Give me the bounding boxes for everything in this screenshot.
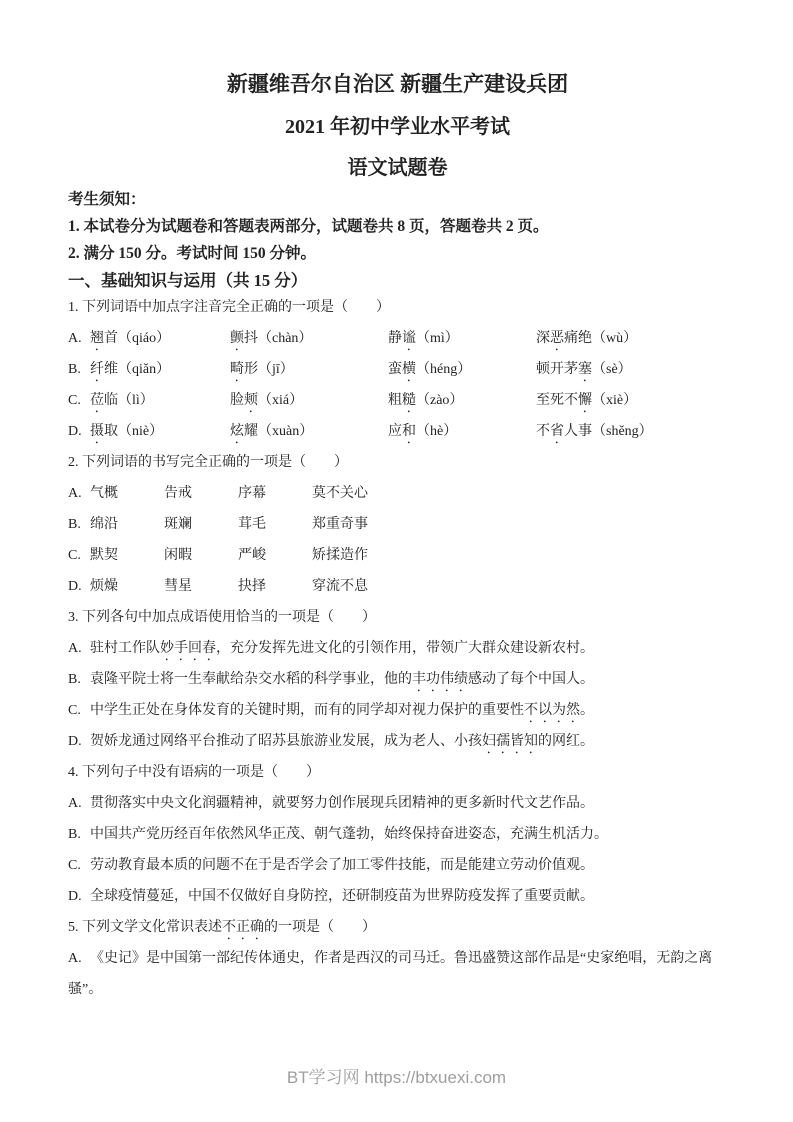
option-letter: A. (68, 486, 82, 501)
option-word: 深恶痛绝（wù） (536, 331, 638, 346)
option-text: 中国共产党历经百年依然风华正茂、朝气蓬勃，始终保持奋进姿态，充满生机活力。 (90, 827, 608, 842)
option-word: 应和（hè） (388, 424, 458, 439)
question-5-stem: 5. 下列文学文化常识表述不正确的一项是（ ） (68, 920, 376, 935)
option-word: 莫不关心 (312, 486, 368, 501)
option-word: 气概 (90, 486, 118, 501)
option-word: 脸颊（xiá） (230, 393, 304, 408)
option-letter: D. (68, 579, 82, 594)
option-text: 《史记》是中国第一部纪传体通史，作者是西汉的司马迁。鲁迅盛赞这部作品是“史家绝唱，无韵之离骚”。 (68, 951, 713, 997)
option-text: 全球疫情蔓延，中国不仅做好自身防控，还研制疫苗为世界防疫发挥了重要贡献。 (90, 889, 594, 904)
option-word: 至死不懈（xiè） (536, 393, 638, 408)
option-letter: D. (68, 889, 82, 904)
option-word: 蛮横（héng） (388, 362, 472, 377)
option-word: 彗星 (164, 579, 192, 594)
option-letter: B. (68, 517, 81, 532)
section-heading: 一、基础知识与运用（共 15 分） (68, 271, 308, 290)
option-word: 茸毛 (238, 517, 266, 532)
option-letter: D. (68, 734, 82, 749)
question-1-option-a (68, 323, 727, 354)
question-3 (68, 602, 727, 757)
question-3-stem: 3. 下列各句中加点成语使用恰当的一项是（ ） (68, 610, 376, 625)
question-1 (68, 292, 727, 447)
option-letter: B. (68, 672, 81, 687)
option-word: 畸形（jī） (230, 362, 294, 377)
option-word: 序幕 (238, 486, 266, 501)
notice-item-1: 1. 本试卷分为试题卷和答题表两部分，试题卷共 8 页，答题卷共 2 页。 (68, 218, 549, 235)
option-letter: A. (68, 641, 82, 656)
title-exam-year: 2021 年初中学业水平考试 (285, 116, 510, 138)
option-letter: B. (68, 362, 81, 377)
option-text: 劳动教育最本质的问题不在于是否学会了加工零件技能，而是能建立劳动价值观。 (90, 858, 594, 873)
option-letter: C. (68, 548, 81, 563)
option-text: 贯彻落实中央文化润疆精神，就要努力创作展现兵团精神的更多新时代文艺作品。 (90, 796, 594, 811)
question-3-option-b (68, 664, 727, 695)
question-1-stem: 1. 下列词语中加点字注音完全正确的一项是（ ） (68, 300, 390, 315)
option-word: 顿开茅塞（sè） (536, 362, 632, 377)
question-3-option-a (68, 633, 727, 664)
question-2 (68, 447, 727, 602)
option-word: 纤维（qiǎn） (90, 362, 171, 377)
option-letter: C. (68, 858, 81, 873)
question-3-option-c (68, 695, 727, 726)
question-2-stem: 2. 下列词语的书写完全正确的一项是（ ） (68, 455, 348, 470)
question-1-option-d (68, 416, 727, 447)
option-word: 烦燥 (90, 579, 118, 594)
question-4-option-a (68, 788, 727, 819)
notice-heading: 考生须知： (68, 191, 146, 208)
notice-item-2: 2. 满分 150 分。考试时间 150 分钟。 (68, 245, 317, 262)
option-letter: A. (68, 796, 82, 811)
question-4-option-b (68, 819, 727, 850)
option-letter: A. (68, 331, 82, 346)
option-word: 摄取（niè） (90, 424, 164, 439)
question-1-option-c (68, 385, 727, 416)
question-3-option-d (68, 726, 727, 757)
option-letter: A. (68, 951, 82, 966)
option-word: 翘首（qiáo） (90, 331, 171, 346)
option-word: 抉择 (238, 579, 266, 594)
option-text: 中学生正处在身体发育的关键时期，而有的同学却对视力保护的重要性不以为然。 (90, 703, 594, 718)
option-text: 贺娇龙通过网络平台推动了昭苏县旅游业发展，成为老人、小孩妇孺皆知的网红。 (90, 734, 594, 749)
question-4-option-c (68, 850, 727, 881)
option-word: 告戒 (164, 486, 192, 501)
option-word: 不省人事（shěng） (536, 424, 653, 439)
question-5-option-a (68, 943, 727, 1005)
option-letter: D. (68, 424, 82, 439)
option-word: 斑斓 (164, 517, 192, 532)
option-word: 绵沿 (90, 517, 118, 532)
question-2-option-a (68, 478, 727, 509)
question-1-option-b (68, 354, 727, 385)
option-text: 袁隆平院士将一生奉献给杂交水稻的科学事业，他的丰功伟绩感动了每个中国人。 (90, 672, 594, 687)
question-2-option-b (68, 509, 727, 540)
option-word: 粗糙（zào） (388, 393, 464, 408)
option-text: 驻村工作队妙手回春，充分发挥先进文化的引领作用，带领广大群众建设新农村。 (90, 641, 594, 656)
option-word: 严峻 (238, 548, 266, 563)
question-5 (68, 912, 727, 1005)
option-word: 闲暇 (164, 548, 192, 563)
option-letter: C. (68, 393, 81, 408)
option-word: 莅临（lì） (90, 393, 154, 408)
option-word: 穿流不息 (312, 579, 368, 594)
question-4-stem: 4. 下列句子中没有语病的一项是（ ） (68, 765, 320, 780)
option-letter: C. (68, 703, 81, 718)
option-word: 默契 (90, 548, 118, 563)
question-4 (68, 757, 727, 912)
option-word: 颤抖（chàn） (230, 331, 313, 346)
title-paper-subject: 语文试题卷 (347, 157, 448, 179)
question-2-option-d (68, 571, 727, 602)
option-letter: B. (68, 827, 81, 842)
question-4-option-d (68, 881, 727, 912)
footer-watermark: BT学习网 https://btxuexi.com (286, 1068, 507, 1087)
option-word: 炫耀（xuàn） (230, 424, 314, 439)
option-word: 郑重奇事 (312, 517, 368, 532)
option-word: 静谧（mì） (388, 331, 459, 346)
option-word: 矫揉造作 (312, 548, 368, 563)
question-2-option-c (68, 540, 727, 571)
title-region-line-1: 新疆维吾尔自治区 新疆生产建设兵团 (226, 72, 569, 96)
